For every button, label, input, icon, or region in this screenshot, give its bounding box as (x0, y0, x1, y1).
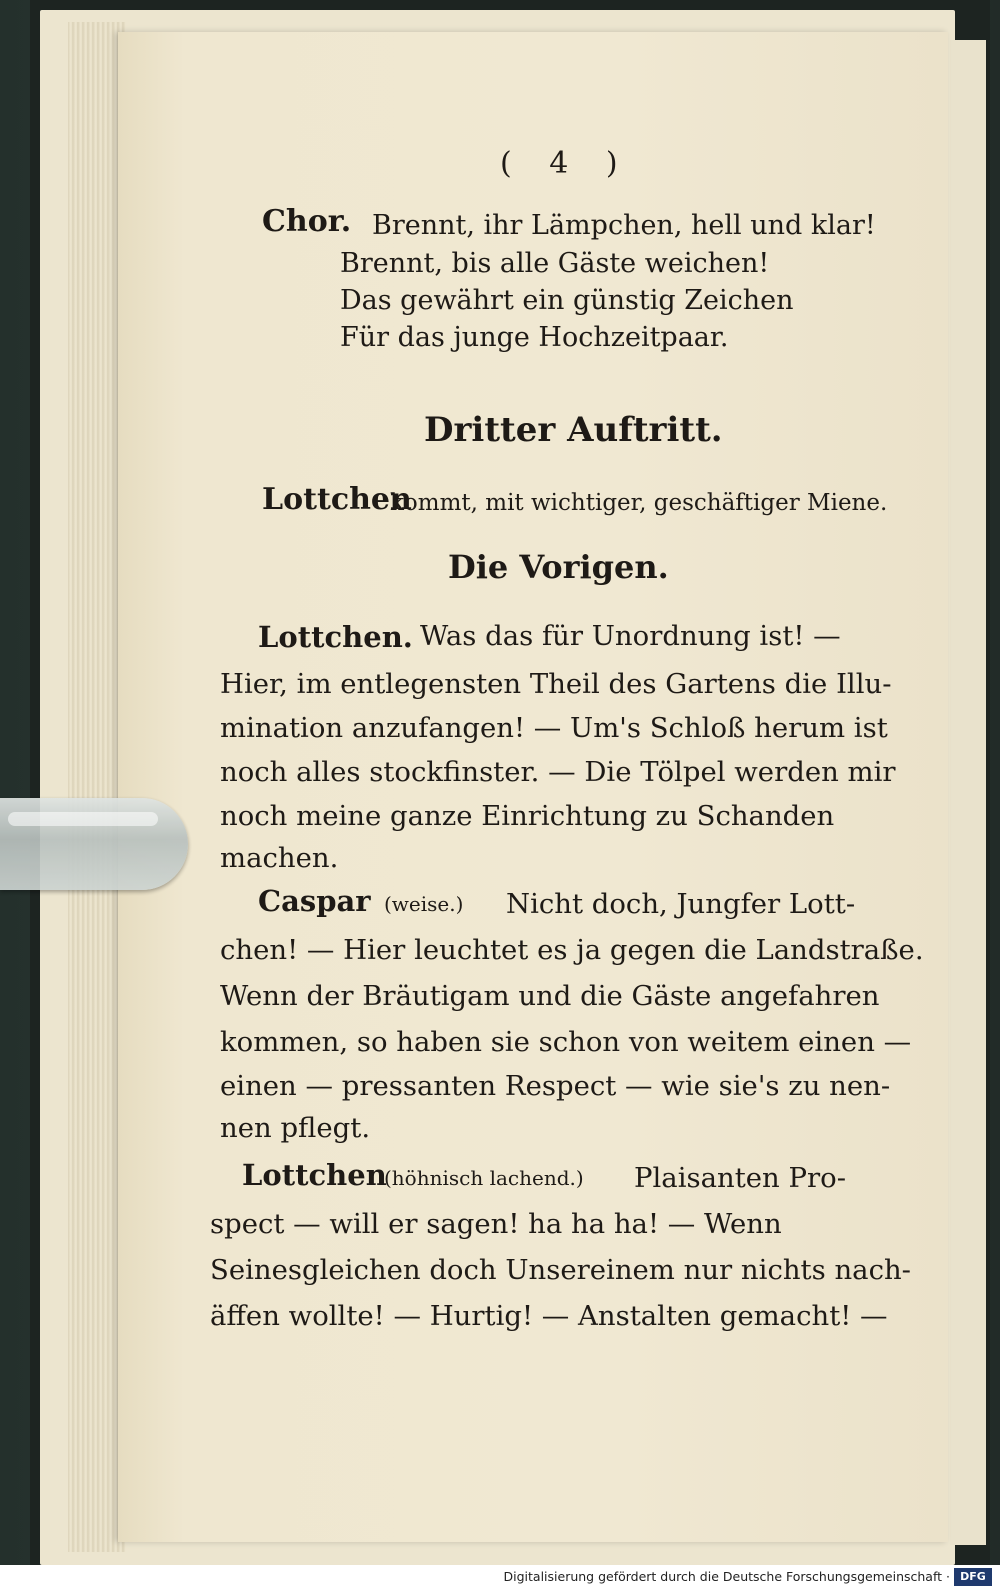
stage-direction-name: Lottchen (262, 482, 412, 517)
speaker-name: Lottchen (242, 1158, 387, 1192)
speech-line: mination anzufangen! — Um's Schloß herum ist (220, 712, 888, 744)
speech-line: Wenn der Bräutigam und die Gäste angefahren (220, 980, 880, 1012)
speech-line: Nicht doch, Jungfer Lott- (506, 888, 856, 920)
dfg-logo: DFG (954, 1568, 992, 1586)
speech-line: Was das für Unordnung ist! — (420, 620, 841, 652)
facing-page-edge (950, 40, 986, 1545)
speech-line: Plaisanten Pro- (634, 1162, 846, 1194)
chor-line: Für das junge Hochzeitpaar. (340, 322, 729, 353)
speaker-name: Lottchen. (258, 620, 413, 654)
chor-line: Brennt, ihr Lämpchen, hell und klar! (372, 210, 876, 241)
footer-credit: Digitalisierung gefördert durch die Deutsche Forschungsgemeinschaft · (503, 1569, 950, 1584)
speech-line: kommen, so haben sie schon von weitem einen — (220, 1026, 912, 1058)
scene-heading: Dritter Auftritt. (424, 410, 723, 450)
speech-line: machen. (220, 842, 339, 874)
footer-bar (0, 1565, 1000, 1590)
speaker-name: Caspar (258, 884, 371, 918)
page-number: ( 4 ) (500, 146, 632, 181)
speech-line: spect — will er sagen! ha ha ha! — Wenn (210, 1208, 782, 1240)
speaker-direction: (höhnisch lachend.) (384, 1166, 584, 1190)
speech-line: Seinesgleichen doch Unsereinem nur nichts nach- (210, 1254, 911, 1286)
speech-line: Hier, im entlegensten Theil des Gartens die Illu- (220, 668, 892, 700)
chor-speaker: Chor. (262, 204, 352, 239)
stage-direction-text: kommt, mit wichtiger, geschäftiger Miene. (390, 490, 888, 516)
speech-line: chen! — Hier leuchtet es ja gegen die Landstraße. (220, 934, 924, 966)
speech-line: einen — pressanten Respect — wie sie's zu nen- (220, 1070, 891, 1102)
speech-line: nen pflegt. (220, 1112, 371, 1144)
chor-line: Brennt, bis alle Gäste weichen! (340, 248, 770, 279)
clip-highlight (8, 812, 158, 826)
speech-line: noch meine ganze Einrichtung zu Schanden (220, 800, 835, 832)
speech-line: noch alles stockfinster. — Die Tölpel werden mir (220, 756, 896, 788)
speech-line: äffen wollte! — Hurtig! — Anstalten gemacht! — (210, 1300, 888, 1332)
scene-persons: Die Vorigen. (448, 548, 669, 586)
speaker-direction: (weise.) (384, 892, 464, 916)
chor-line: Das gewährt ein günstig Zeichen (340, 285, 794, 316)
